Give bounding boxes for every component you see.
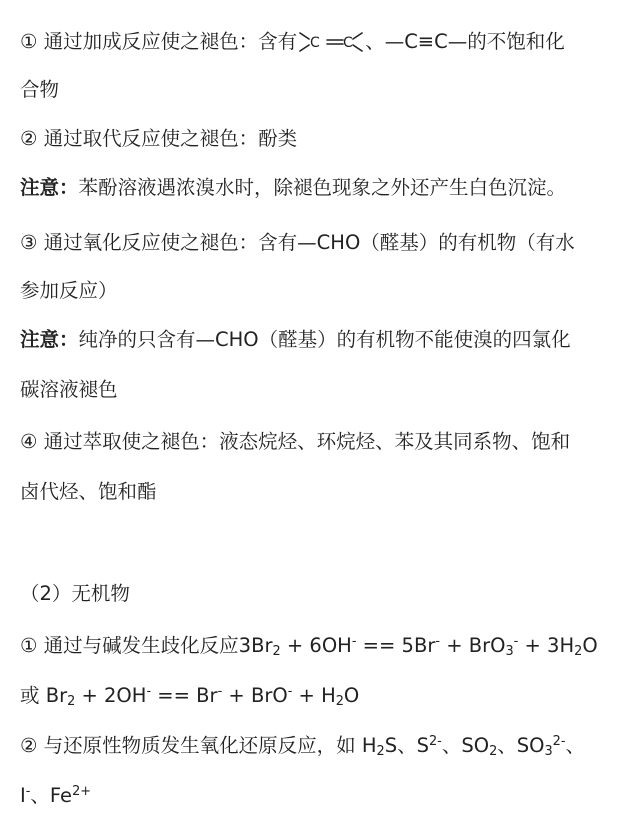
line-addition-reaction [20,28,634,56]
line-oxidation-reaction: ③ 通过氧化反应使之褪色：含有—CHO（醛基）的有机物（有水 [20,231,575,254]
line-inorganic-heading: （2）无机物 [20,582,130,605]
line-iodide-iron: I-、$Fe^{2+}$ [20,783,92,807]
line-ccl4-solution: 碳溶液褪色 [20,378,118,401]
line-alternative-equation: 或 $Br_2 + 2OH^- == Br^- + BrO^- + H_2O$ [20,683,360,710]
svg-text:C: C [310,35,320,51]
line-halogenated-ester: 卤代烃、饱和酯 [20,480,157,503]
line-note-aldehyde [20,326,634,354]
note-aldehyde-text: 纯净的只含有—CHO（醛基）的有机物不能使溴的四氯化 [78,328,571,351]
line-compound: 合物 [20,78,60,101]
note-phenol-text: 苯酚溶液遇浓溴水时，除褪色现象之外还产生白色沉淀。 [78,176,567,199]
line-water-participation: 参加反应） [20,279,118,302]
note-label: 注意： [20,176,79,199]
note-label: 注意： [20,328,79,351]
text-addition-reaction: ① 通过加成反应使之褪色：含有 [20,30,298,53]
alkene-double-bond-structure [299,28,363,56]
line-redox-reaction: ② 与还原性物质发生氧化还原反应，如 $H_2S$、$S^{2-}$、$SO_2$、$SO_3^{2-}$、 [20,733,586,760]
line-disproportionation-equation: ① 通过与碱发生歧化反应$3Br_2 + 6OH^- == 5Br^- + BrO_3^- + 3H_2O$ [20,633,598,660]
line-note-phenol [20,174,634,202]
svg-text:C: C [343,35,353,51]
line-substitution-reaction: ② 通过取代反应使之褪色：酚类 [20,127,298,150]
line-extraction: ④ 通过萃取使之褪色：液态烷烃、环烷烃、苯及其同系物、饱和 [20,430,571,453]
text-unsaturated-compounds: 、—C≡C—的不饱和化 [365,30,565,53]
